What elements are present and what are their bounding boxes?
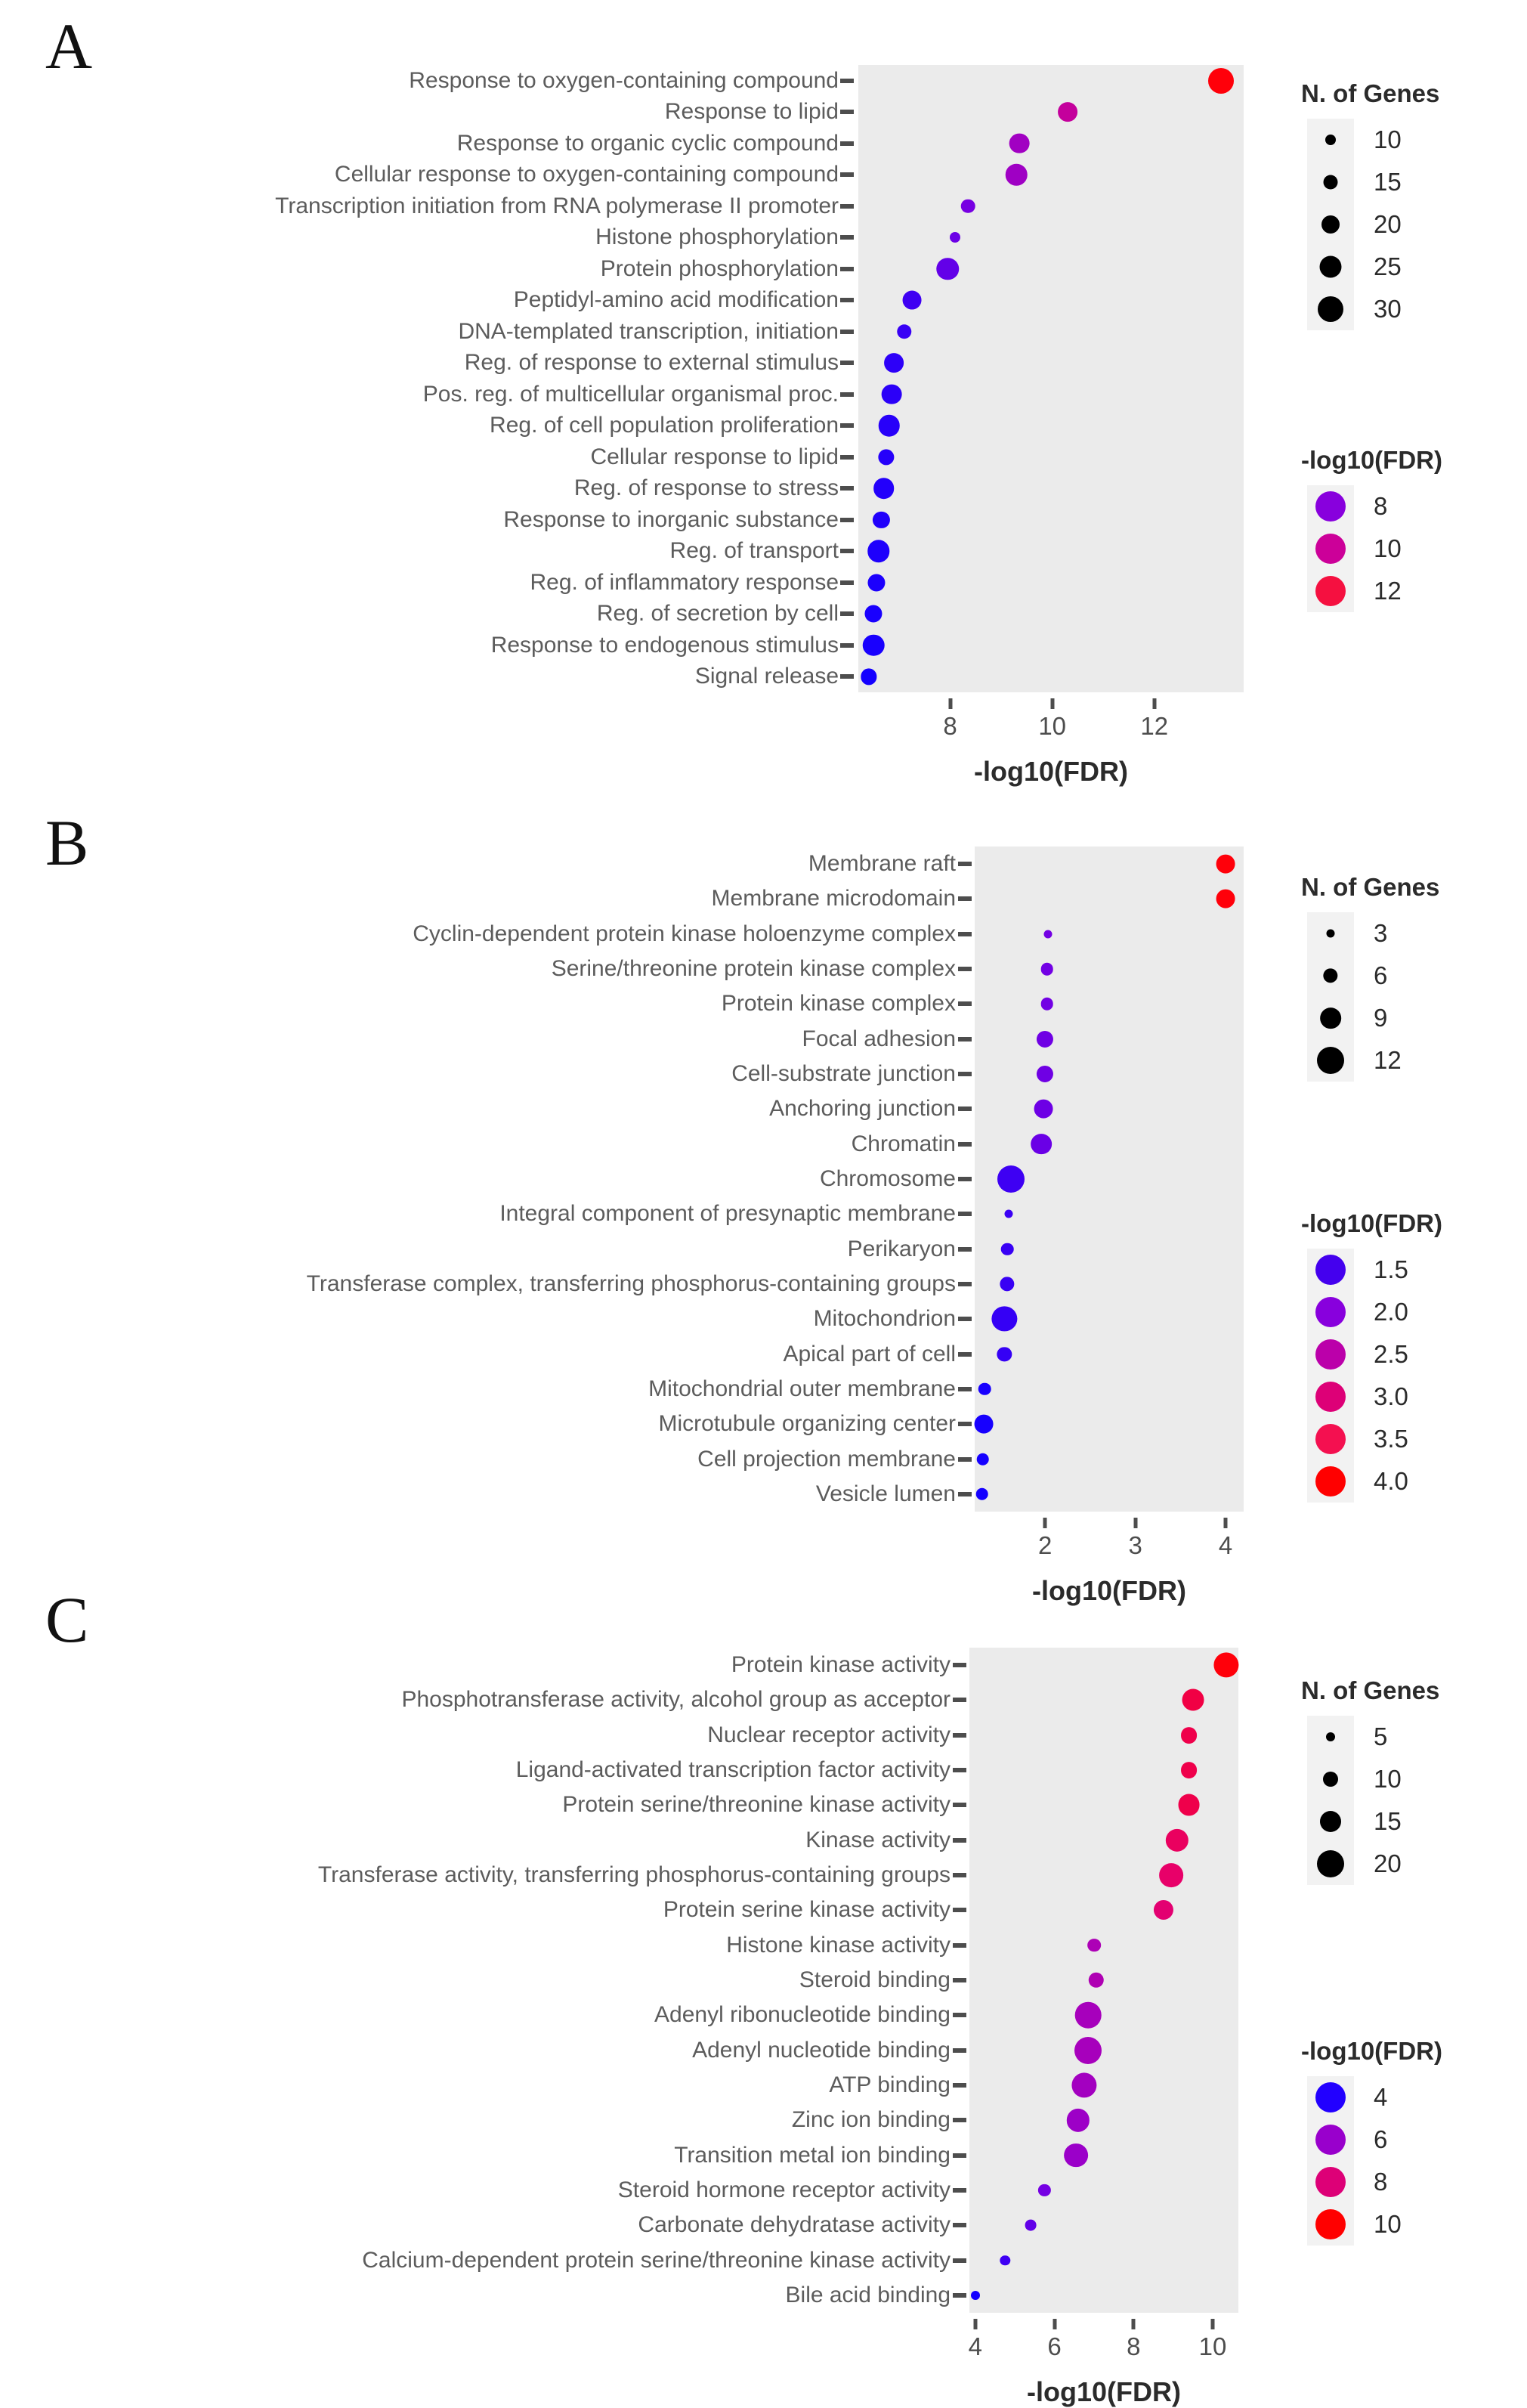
color-legend-key <box>1315 2209 1346 2239</box>
category-label: Protein serine/threonine kinase activity <box>562 1792 951 1818</box>
category-label: Transferase complex, transferring phosphorus-containing groups <box>306 1271 956 1296</box>
x-axis-tick <box>973 2319 977 2329</box>
y-axis-tick <box>953 1663 966 1667</box>
y-axis-tick <box>840 643 854 648</box>
data-point <box>1058 102 1077 122</box>
y-axis-tick <box>958 1177 972 1181</box>
data-point <box>1088 1973 1103 1988</box>
color-legend-label: 1.5 <box>1374 1255 1408 1283</box>
y-axis-tick <box>840 518 854 522</box>
data-point <box>1178 1794 1200 1816</box>
y-axis-tick <box>953 2083 966 2088</box>
panel-c-letter: C <box>45 1583 89 1656</box>
y-axis-tick <box>953 2258 966 2263</box>
x-axis-tick <box>1043 1518 1047 1528</box>
y-axis-tick <box>953 1698 966 1702</box>
size-legend-label: 20 <box>1374 210 1402 238</box>
y-axis-tick <box>840 330 854 334</box>
category-label: Cellular response to oxygen-containing compound <box>334 162 839 187</box>
color-legend-label: 4.0 <box>1374 1467 1408 1495</box>
data-point <box>1043 930 1052 938</box>
size-legend-key <box>1318 296 1343 322</box>
data-point <box>976 1453 989 1466</box>
data-point <box>1031 1134 1053 1155</box>
category-label: Chromatin <box>851 1131 956 1156</box>
size-legend-label: 25 <box>1374 252 1402 280</box>
x-axis-title: -log10(FDR) <box>974 756 1128 787</box>
data-point <box>1074 2037 1102 2064</box>
x-axis-title: -log10(FDR) <box>1032 1575 1186 1606</box>
y-axis-tick <box>958 1387 972 1391</box>
data-point <box>1166 1829 1189 1852</box>
color-legend-key-background <box>1307 1249 1354 1503</box>
category-label: DNA-templated transcription, initiation <box>458 318 839 344</box>
x-axis-tick <box>1210 2319 1214 2329</box>
category-label: Microtubule organizing center <box>658 1411 956 1437</box>
color-legend-key <box>1315 1297 1346 1327</box>
data-point <box>1034 1100 1053 1119</box>
color-legend-key <box>1315 2125 1346 2155</box>
category-label: Mitochondrial outer membrane <box>648 1376 956 1401</box>
y-axis-tick <box>840 361 854 365</box>
data-point <box>863 634 885 656</box>
size-legend-label: 3 <box>1374 919 1388 947</box>
color-legend-key <box>1315 576 1346 606</box>
x-axis-tick-label: 4 <box>968 2332 983 2360</box>
y-axis-tick <box>958 1317 972 1321</box>
color-legend-label: 2.5 <box>1374 1340 1408 1368</box>
y-axis-tick <box>958 1422 972 1426</box>
y-axis-tick <box>840 580 854 585</box>
category-label: Response to endogenous stimulus <box>490 632 839 658</box>
category-label: Focal adhesion <box>802 1026 956 1051</box>
y-axis-tick <box>840 172 854 177</box>
color-legend-key <box>1315 534 1346 564</box>
data-point <box>936 258 958 280</box>
color-legend-key <box>1315 1255 1346 1285</box>
data-point <box>1087 1939 1101 1952</box>
y-axis-tick <box>958 1282 972 1286</box>
category-label: Reg. of response to external stimulus <box>464 350 839 376</box>
x-axis-tick <box>1224 1518 1228 1528</box>
category-label: Ligand-activated transcription factor activity <box>515 1757 951 1783</box>
data-point <box>961 199 975 213</box>
category-label: Transcription initiation from RNA polymerase II promoter <box>275 193 839 218</box>
category-label: Adenyl nucleotide binding <box>692 2037 951 2063</box>
category-label: Integral component of presynaptic membrane <box>499 1201 956 1227</box>
data-point <box>878 415 900 437</box>
y-axis-tick <box>840 298 854 302</box>
y-axis-tick <box>958 1457 972 1462</box>
y-axis-tick <box>953 2048 966 2053</box>
data-point <box>950 232 960 243</box>
category-label: Cell-substrate junction <box>731 1061 956 1087</box>
x-axis-tick-label: 10 <box>1198 2332 1227 2360</box>
color-legend-key <box>1315 491 1346 522</box>
y-axis-tick <box>840 110 854 114</box>
panel-c-plot-area <box>969 1648 1238 2313</box>
category-label: Protein kinase complex <box>721 991 956 1017</box>
y-axis-tick <box>840 141 854 146</box>
size-legend-key <box>1324 175 1338 190</box>
data-point <box>1040 998 1053 1011</box>
data-point <box>867 540 889 562</box>
category-label: Histone kinase activity <box>726 1932 951 1958</box>
x-axis-tick <box>1152 698 1156 709</box>
y-axis-tick <box>840 235 854 240</box>
y-axis-tick <box>953 1978 966 1982</box>
y-axis-tick <box>958 1492 972 1496</box>
panel-b-plot-area <box>975 847 1244 1512</box>
category-label: Reg. of cell population proliferation <box>490 413 839 438</box>
y-axis-tick <box>840 204 854 209</box>
category-label: Membrane raft <box>808 851 956 877</box>
size-legend-key <box>1327 930 1335 938</box>
data-point <box>1153 1900 1173 1920</box>
data-point <box>1037 1031 1053 1048</box>
color-legend-label: 10 <box>1374 534 1402 562</box>
y-axis-tick <box>958 1142 972 1147</box>
data-point <box>1071 2072 1096 2097</box>
y-axis-tick <box>958 967 972 971</box>
y-axis-tick <box>840 674 854 679</box>
color-legend-key <box>1315 2167 1346 2197</box>
category-label: Transferase activity, transferring phosphorus-containing groups <box>317 1862 951 1888</box>
category-label: Chromosome <box>819 1166 956 1191</box>
data-point <box>1000 1277 1014 1291</box>
color-legend-title: -log10(FDR) <box>1301 2037 1442 2065</box>
category-label: ATP binding <box>829 2072 951 2097</box>
y-axis-tick <box>953 1943 966 1948</box>
data-point <box>978 1383 991 1396</box>
color-legend-label: 12 <box>1374 577 1402 605</box>
category-label: Steroid hormone receptor activity <box>617 2177 951 2202</box>
data-point <box>873 478 895 499</box>
data-point <box>873 512 889 528</box>
y-axis-tick <box>958 1072 972 1076</box>
x-axis-tick-label: 3 <box>1128 1531 1142 1559</box>
y-axis-tick <box>840 267 854 271</box>
y-axis-tick <box>953 2118 966 2122</box>
y-axis-tick <box>840 455 854 460</box>
y-axis-tick <box>953 2013 966 2017</box>
category-label: Steroid binding <box>799 1967 951 1992</box>
panel-c <box>0 1583 1527 2407</box>
color-legend-title: -log10(FDR) <box>1301 1209 1442 1237</box>
data-point <box>1025 2220 1037 2231</box>
panel-c-category-labels <box>8 1583 951 2343</box>
y-axis-tick <box>958 1352 972 1357</box>
panel-a-letter: A <box>45 10 93 82</box>
category-label: Calcium-dependent protein serine/threonine kinase activity <box>362 2247 951 2273</box>
data-point <box>1216 855 1235 874</box>
category-label: Response to lipid <box>664 99 839 125</box>
panel-b-letter: B <box>45 806 89 879</box>
category-label: Signal release <box>694 664 839 689</box>
y-axis-tick <box>958 1107 972 1111</box>
data-point <box>867 574 885 591</box>
size-legend-title: N. of Genes <box>1301 873 1440 901</box>
data-point <box>897 324 911 339</box>
color-legend-key <box>1315 2082 1346 2112</box>
size-legend-label: 15 <box>1374 1807 1402 1835</box>
data-point <box>1181 1762 1198 1778</box>
data-point <box>1216 890 1235 908</box>
y-axis-tick <box>958 932 972 936</box>
color-legend-title: -log10(FDR) <box>1301 446 1442 474</box>
category-label: Pos. reg. of multicellular organismal proc. <box>422 381 839 407</box>
size-legend-label: 30 <box>1374 295 1402 323</box>
data-point <box>861 669 876 685</box>
x-axis-tick <box>1053 2319 1056 2329</box>
size-legend-label: 20 <box>1374 1849 1402 1877</box>
data-point <box>992 1307 1017 1332</box>
data-point <box>1037 1066 1053 1082</box>
size-legend-title: N. of Genes <box>1301 79 1440 107</box>
category-label: Histone phosphorylation <box>595 224 839 250</box>
data-point <box>1181 1727 1198 1744</box>
category-label: Anchoring junction <box>769 1096 956 1122</box>
category-label: Response to inorganic substance <box>503 506 839 532</box>
size-legend-key <box>1317 1850 1344 1877</box>
data-point <box>879 449 895 465</box>
y-axis-tick <box>953 1803 966 1807</box>
category-label: Peptidyl-amino acid modification <box>513 287 839 313</box>
category-label: Reg. of inflammatory response <box>530 569 839 595</box>
y-axis-tick <box>840 79 854 83</box>
color-legend-label: 3.5 <box>1374 1425 1408 1453</box>
size-legend-label: 9 <box>1374 1004 1388 1032</box>
color-legend-label: 8 <box>1374 2168 1388 2196</box>
y-axis-tick <box>953 1838 966 1843</box>
y-axis-tick <box>840 392 854 397</box>
category-label: Carbonate dehydratase activity <box>638 2212 951 2238</box>
y-axis-tick <box>840 486 854 491</box>
category-label: Perikaryon <box>847 1236 956 1261</box>
x-axis-tick <box>1050 698 1054 709</box>
size-legend-label: 6 <box>1374 961 1388 989</box>
size-legend-label: 15 <box>1374 168 1402 196</box>
category-label: Kinase activity <box>805 1827 951 1852</box>
x-axis-tick <box>1133 1518 1137 1528</box>
category-label: Protein phosphorylation <box>600 255 839 281</box>
category-label: Mitochondrion <box>813 1306 956 1332</box>
category-label: Vesicle lumen <box>815 1481 956 1506</box>
category-label: Serine/threonine protein kinase complex <box>551 956 956 982</box>
x-axis-tick-label: 4 <box>1218 1531 1233 1559</box>
data-point <box>1005 1210 1013 1218</box>
size-legend-label: 5 <box>1374 1722 1388 1750</box>
y-axis-tick <box>840 611 854 616</box>
category-label: Response to oxygen-containing compound <box>409 67 839 93</box>
color-legend-key <box>1315 1466 1346 1496</box>
y-axis-tick <box>958 1212 972 1216</box>
panel-a-category-labels <box>91 0 839 756</box>
category-label: Nuclear receptor activity <box>707 1722 951 1747</box>
category-label: Cellular response to lipid <box>590 444 839 469</box>
data-point <box>1001 1243 1014 1255</box>
panel-b <box>0 801 1527 1606</box>
x-axis-tick <box>948 698 952 709</box>
y-axis-tick <box>840 549 854 553</box>
y-axis-tick <box>958 896 972 901</box>
color-legend-key <box>1315 1382 1346 1412</box>
size-legend-label: 10 <box>1374 1765 1402 1793</box>
size-legend-key <box>1320 1007 1341 1029</box>
x-axis-tick <box>1132 2319 1136 2329</box>
color-legend-label: 3.0 <box>1374 1382 1408 1410</box>
x-axis-title: -log10(FDR) <box>1027 2376 1181 2407</box>
data-point <box>1009 133 1029 153</box>
size-legend-key <box>1321 215 1340 234</box>
category-label: Reg. of transport <box>669 538 839 564</box>
category-label: Membrane microdomain <box>711 886 956 912</box>
category-label: Transition metal ion binding <box>674 2142 951 2168</box>
data-point <box>1159 1863 1183 1887</box>
y-axis-tick <box>953 1768 966 1772</box>
color-legend-label: 2.0 <box>1374 1298 1408 1326</box>
x-axis-tick-label: 8 <box>1127 2332 1141 2360</box>
size-legend-label: 12 <box>1374 1046 1402 1074</box>
category-label: Cyclin-dependent protein kinase holoenzyme complex <box>413 921 956 946</box>
category-label: Protein serine kinase activity <box>663 1897 951 1923</box>
size-legend-key <box>1317 1047 1344 1074</box>
category-label: Apical part of cell <box>783 1341 956 1366</box>
color-legend-key <box>1315 1339 1346 1370</box>
y-axis-tick <box>953 1733 966 1738</box>
size-legend-key <box>1326 1732 1335 1741</box>
color-legend-label: 6 <box>1374 2125 1388 2153</box>
category-label: Reg. of secretion by cell <box>596 601 839 627</box>
data-point <box>1075 2002 1102 2029</box>
y-axis-tick <box>958 1001 972 1006</box>
data-point <box>997 1347 1012 1361</box>
data-point <box>1038 2184 1050 2196</box>
data-point <box>997 1165 1025 1193</box>
category-label: Protein kinase activity <box>731 1652 951 1678</box>
size-legend-key <box>1323 1772 1338 1787</box>
y-axis-tick <box>958 1037 972 1042</box>
x-axis-tick-label: 8 <box>943 712 957 740</box>
y-axis-tick <box>953 2223 966 2227</box>
panel-b-category-labels <box>23 801 956 1557</box>
size-legend-title: N. of Genes <box>1301 1676 1440 1704</box>
y-axis-tick <box>953 1873 966 1877</box>
data-point <box>1208 68 1234 94</box>
x-axis-tick-label: 12 <box>1140 712 1169 740</box>
data-point <box>865 605 883 623</box>
x-axis-tick-label: 6 <box>1047 2332 1062 2360</box>
category-label: Zinc ion binding <box>791 2107 951 2133</box>
data-point <box>1000 2255 1009 2265</box>
size-legend-key <box>1320 256 1342 278</box>
data-point <box>1064 2143 1088 2168</box>
color-legend-label: 4 <box>1374 2083 1388 2111</box>
data-point <box>975 1415 994 1434</box>
data-point <box>1182 1689 1204 1711</box>
x-axis-tick-label: 2 <box>1037 1531 1053 1559</box>
size-legend-label: 10 <box>1374 125 1402 153</box>
panel-a <box>0 0 1527 801</box>
size-legend-key <box>1325 135 1336 145</box>
color-legend-key <box>1315 1424 1346 1454</box>
data-point <box>1040 963 1053 976</box>
data-point <box>1214 1653 1239 1678</box>
data-point <box>902 291 921 310</box>
category-label: Cell projection membrane <box>697 1446 956 1472</box>
y-axis-tick <box>953 2293 966 2298</box>
color-legend-label: 10 <box>1374 2210 1402 2238</box>
data-point <box>971 2291 980 2300</box>
y-axis-tick <box>958 1247 972 1252</box>
size-legend-key <box>1320 1811 1341 1832</box>
category-label: Adenyl ribonucleotide binding <box>654 2002 951 2028</box>
category-label: Phosphotransferase activity, alcohol group as acceptor <box>401 1687 951 1713</box>
y-axis-tick <box>840 423 854 428</box>
y-axis-tick <box>953 2153 966 2158</box>
data-point <box>884 353 904 373</box>
y-axis-tick <box>953 2188 966 2193</box>
data-point <box>1006 164 1028 186</box>
data-point <box>1067 2109 1090 2131</box>
color-legend-label: 8 <box>1374 492 1388 520</box>
category-label: Reg. of response to stress <box>573 475 839 501</box>
y-axis-tick <box>953 1908 966 1912</box>
category-label: Bile acid binding <box>785 2282 951 2307</box>
data-point <box>882 384 902 404</box>
data-point <box>975 1488 988 1501</box>
y-axis-tick <box>958 862 972 866</box>
panel-a-plot-area <box>858 65 1244 692</box>
category-label: Response to organic cyclic compound <box>456 130 839 156</box>
x-axis-tick-label: 10 <box>1038 712 1067 740</box>
